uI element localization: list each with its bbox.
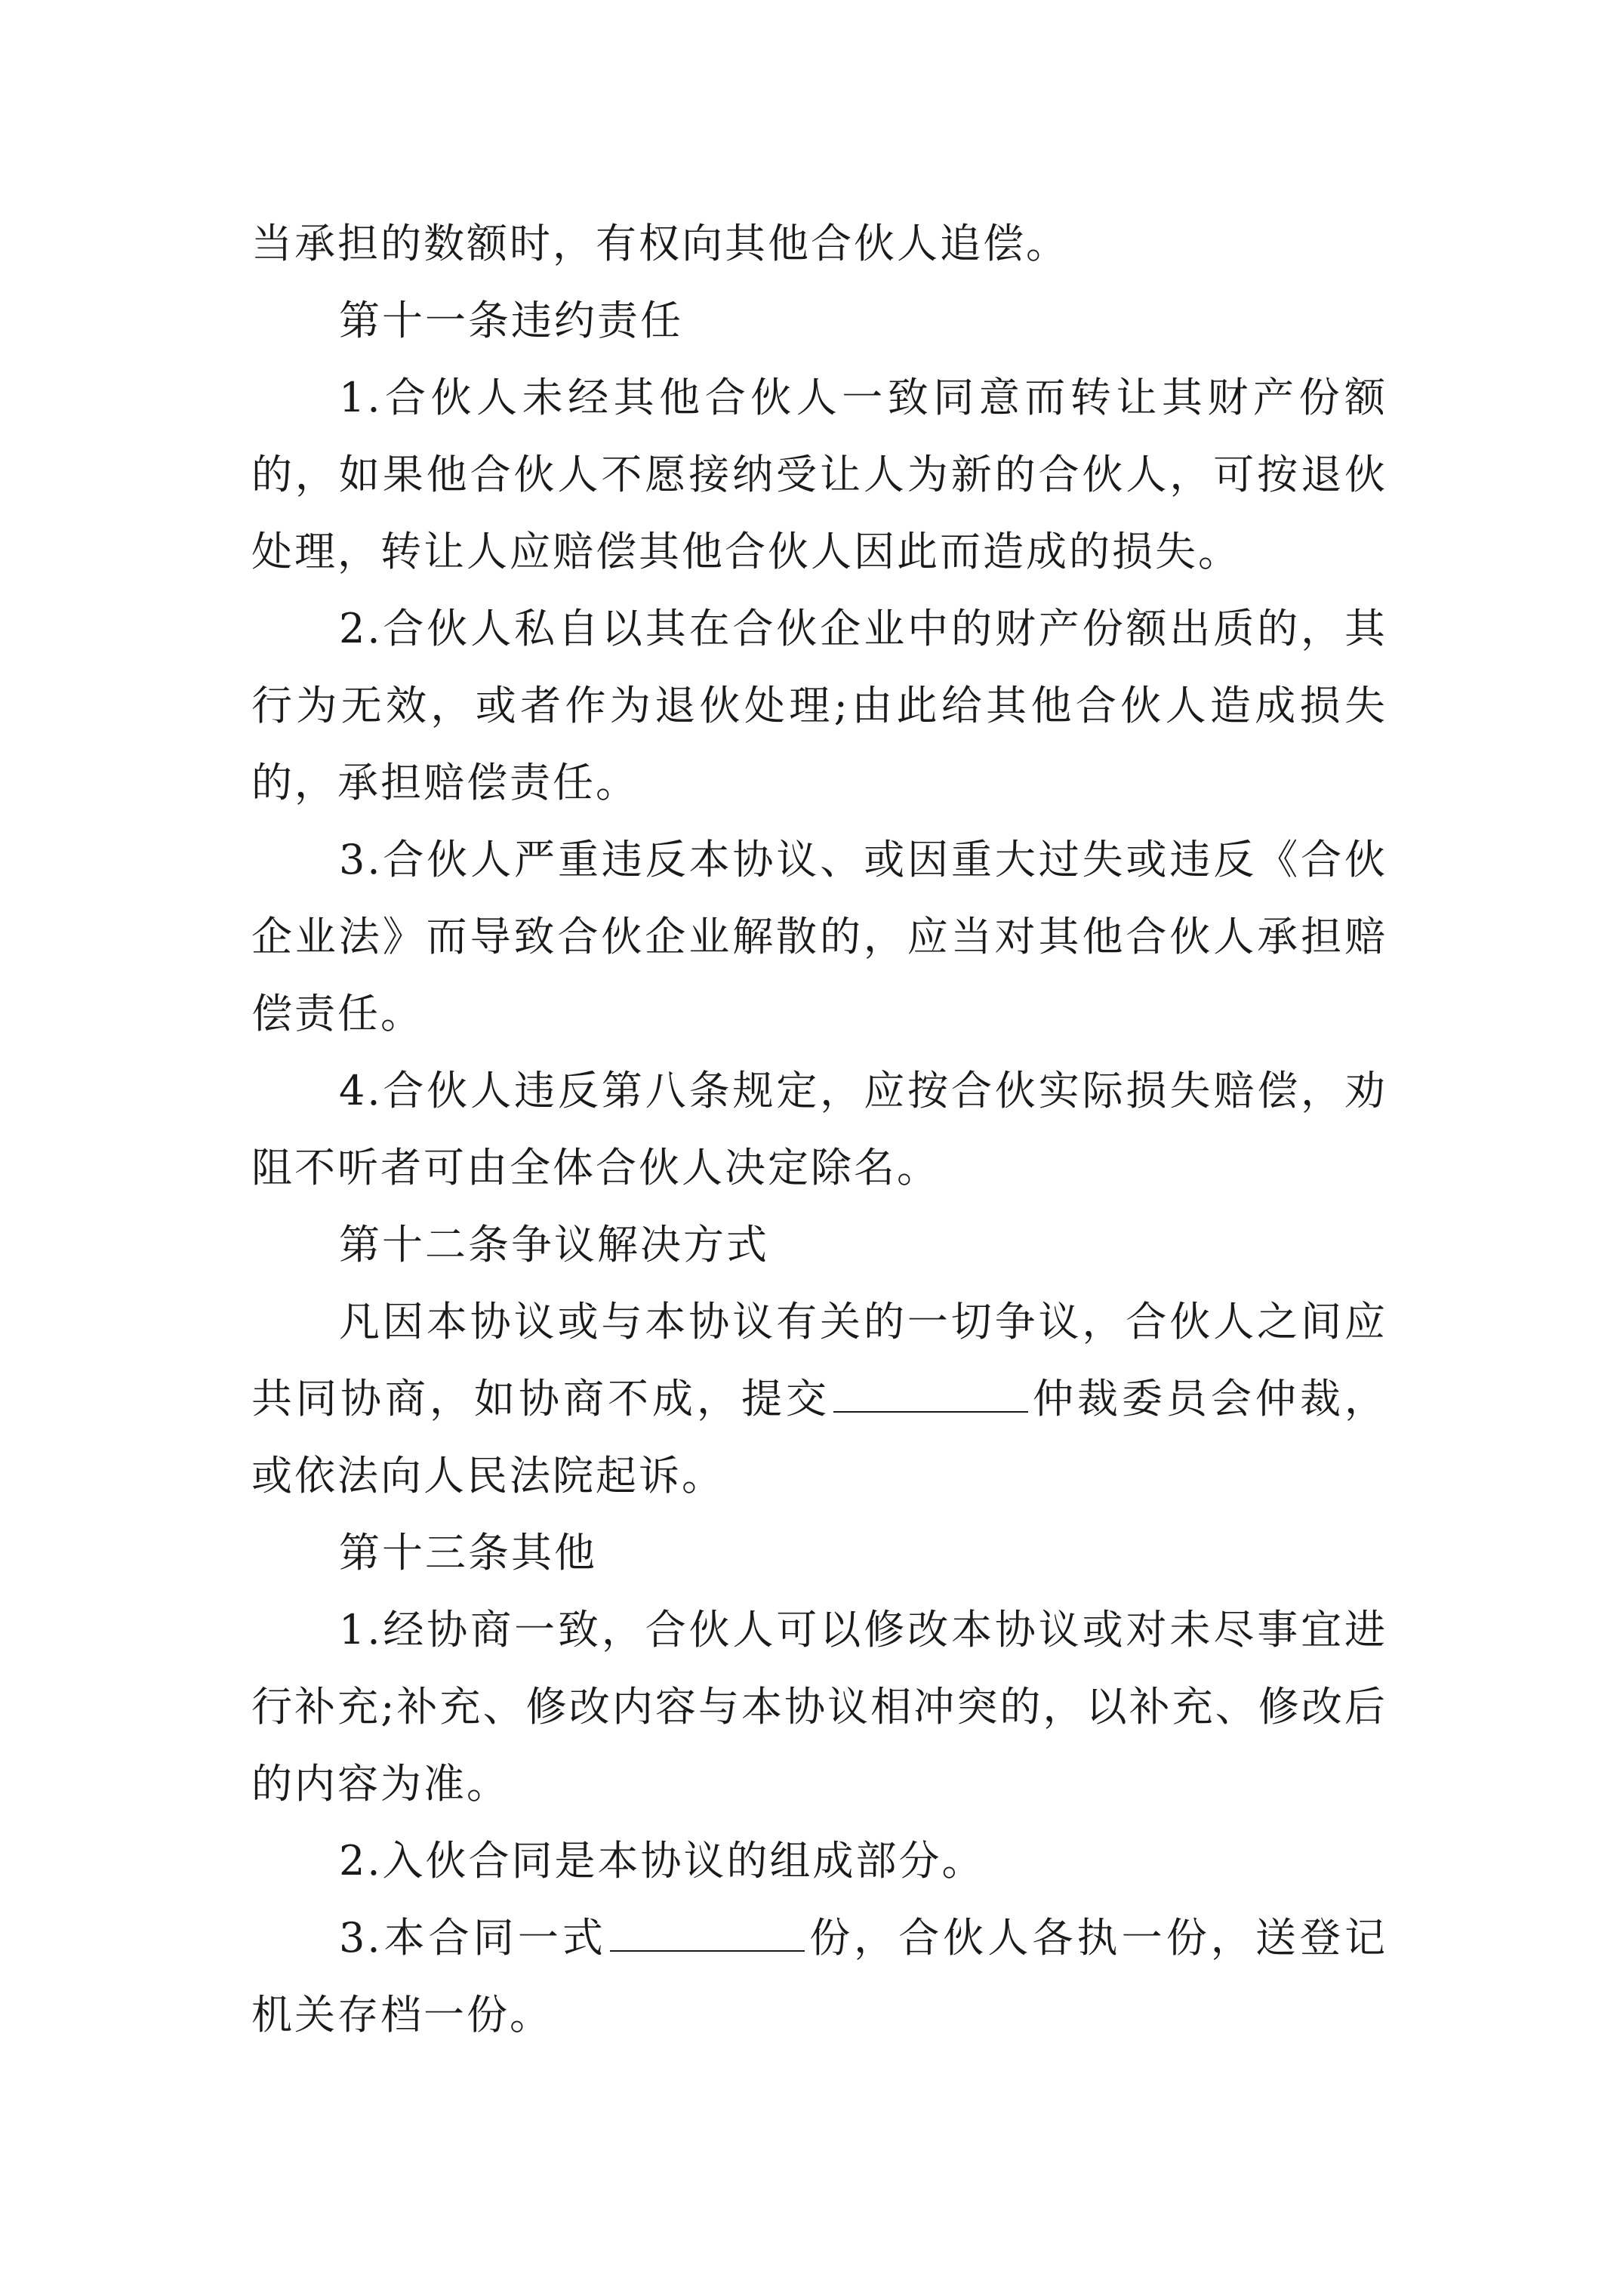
copies-count-blank [610,1905,805,1952]
article-12-heading: 第十二条争议解决方式 [339,1221,769,1268]
arbitration-committee-blank [833,1366,1028,1413]
article-12-text-part-2: 仲裁委员会仲裁，或依法向人民法院起诉。 [251,1375,1387,1499]
article-11-item-1: 1.合伙人未经其他合伙人一致同意而转让其财产份额的，如果他合伙人不愿接纳受让人为新的合伙人，可按退伙处理，转让人应赔偿其他合伙人因此而造成的损失。 [251,374,1387,575]
article-12-text-part-1: 凡因本协议或与本协议有关的一切争议，合伙人之间应共同协商，如协商不成，提交 [251,1298,1387,1422]
paragraph-continuation: 当承担的数额时，有权向其他合伙人追偿。 [251,220,1069,267]
article-13-item-3-part-2: 份，合伙人各执一份，送登记机关存档一份。 [251,1914,1388,2039]
article-11-item-2: 2.合伙人私自以其在合伙企业中的财产份额出质的，其行为无效，或者作为退伙处理;由此给其他合伙人造成损失的，承担赔偿责任。 [251,605,1387,806]
article-11-heading: 第十一条违约责任 [339,297,683,344]
article-12-text [251,1284,1387,1515]
article-11-item-4: 4.合伙人违反第八条规定，应按合伙实际损失赔偿，劝阻不听者可由全体合伙人决定除名。 [251,1067,1387,1191]
article-11-item-3: 3.合伙人严重违反本协议、或因重大过失或违反《合伙企业法》而导致合伙企业解散的，应当对其他合伙人承担赔偿责任。 [251,836,1387,1037]
article-13-item-2: 2.入伙合同是本协议的组成部分。 [339,1837,985,1885]
article-13-item-1: 1.经协商一致，合伙人可以修改本协议或对未尽事宜进行补充;补充、修改内容与本协议相冲突的，以补充、修改后的内容为准。 [251,1606,1387,1808]
document-body [251,205,1387,2054]
article-13-item-3 [251,1900,1387,2054]
article-13-item-3-part-1: 3.本合同一式 [339,1914,607,1962]
article-13-heading: 第十三条其他 [339,1529,597,1576]
